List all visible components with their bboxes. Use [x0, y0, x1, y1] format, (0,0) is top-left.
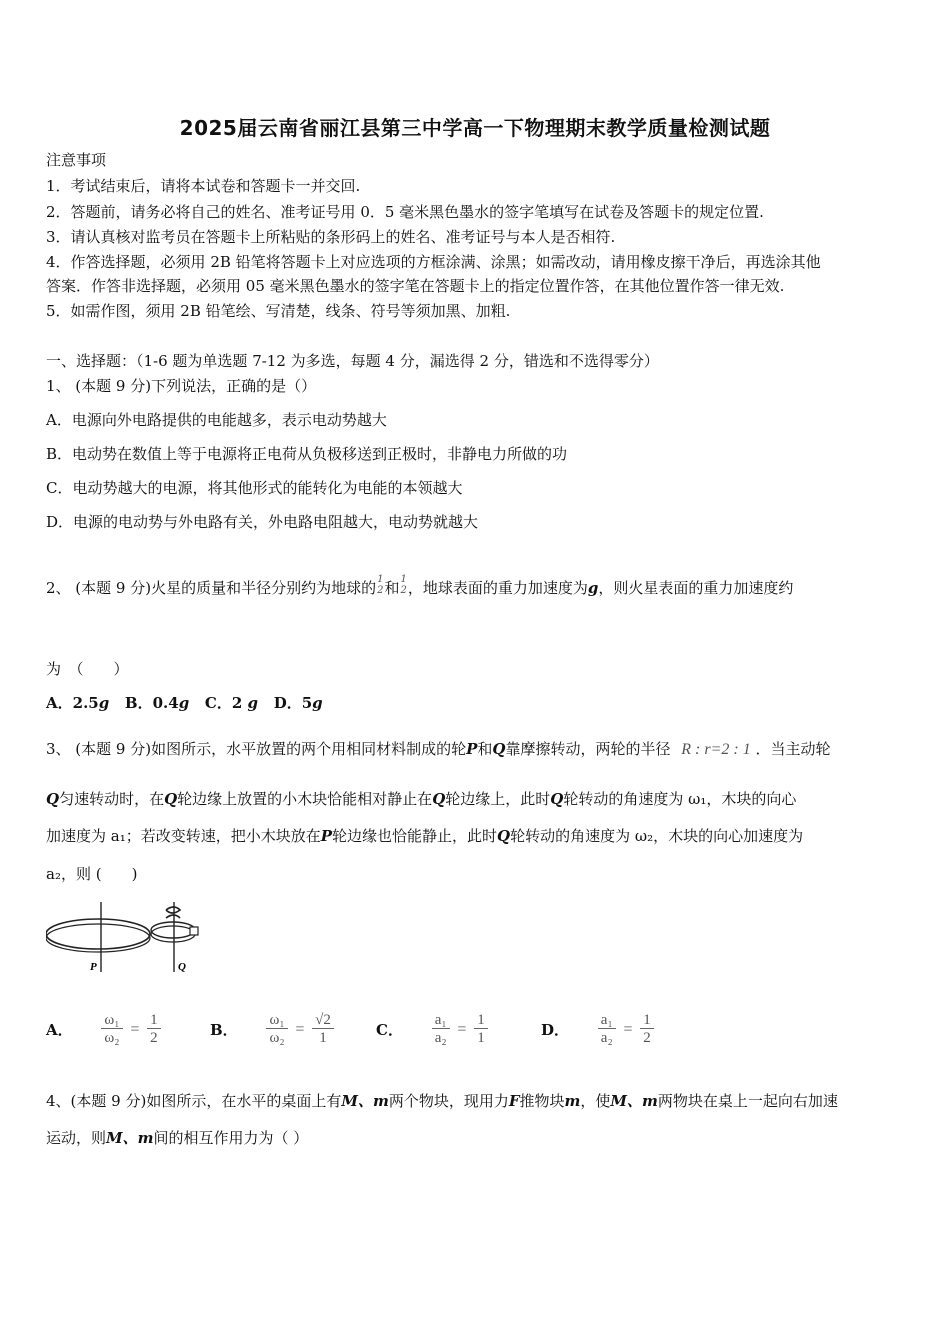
fraction-lhs: $\frac{\text{a₁}}{\text{a₂}}$: [598, 1012, 616, 1047]
option-label: A．: [46, 1021, 73, 1039]
wheel-q-symbol: Q: [497, 827, 511, 845]
question-3-text: 和: [477, 740, 493, 758]
question-3-text: 靠摩擦转动，两轮的半径: [505, 740, 671, 758]
wood-block: [190, 927, 198, 935]
question-2-text: ，则火星表面的重力加速度约: [598, 579, 794, 597]
section-heading: 一、选择题：（1-6 题为单选题 7-12 为多选，每题 4 分，漏选得 2 分，错选和不选得零分）: [46, 352, 659, 370]
question-3-text: 轮转动的角速度为 ω₁，木块的向心: [563, 790, 797, 808]
fraction-rhs: $\frac{1}{1}$: [474, 1012, 488, 1047]
question-4-text: 两个物块，现用力: [388, 1092, 509, 1110]
gravity-symbol: g: [587, 579, 599, 597]
equals-sign: =: [130, 1020, 140, 1038]
wheel-q-symbol: Q: [432, 790, 446, 808]
notice-item: 2．答题前，请务必将自己的姓名、准考证号用 0．5 毫米黑色墨水的签字笔填写在试卷及答题卡的规定位置.: [46, 203, 764, 221]
question-3-text: 轮边缘也恰能静止，此时: [332, 827, 498, 845]
question-4-text: 间的相互作用力为（ ）: [153, 1129, 309, 1147]
question-2-text: 和: [384, 579, 400, 597]
question-3-option-c: [376, 1012, 488, 1047]
fraction-rhs: $\frac{√2}{1}$: [312, 1012, 334, 1047]
question-2-text: 2、 (本题 9 分)火星的质量和半径分别约为地球的: [46, 579, 377, 597]
wheel-p-symbol: P: [466, 740, 478, 758]
question-2-options: [46, 693, 323, 713]
question-3-option-d: [541, 1012, 654, 1047]
wheels-figure: [46, 898, 206, 978]
question-4-text: 两物块在桌上一起向右加速: [657, 1092, 838, 1110]
question-3-text: ．当主动轮: [755, 740, 831, 758]
question-3-text: 加速度为 a₁；若改变转速，把小木块放在: [46, 827, 321, 845]
option-label: B．: [210, 1021, 238, 1039]
question-2-stem: [46, 574, 793, 602]
notice-item: 5．如需作图，须用 2B 铅笔绘、写清楚，线条、符号等须加黑、加粗.: [46, 302, 511, 320]
option-a: A．2.5g: [46, 694, 110, 712]
fraction-mass: [377, 574, 383, 596]
rotation-arrow-icon: [166, 907, 180, 918]
question-3-option-a: [46, 1012, 161, 1047]
option-c: C．2 g: [204, 694, 259, 712]
fraction-lhs: $\frac{\text{ω₁}}{\text{ω₂}}$: [266, 1012, 287, 1047]
question-1-option-a: A．电源向外电路提供的电能越多，表示电动势越大: [46, 411, 387, 429]
question-3-line-4: a₂，则 ( ): [46, 865, 138, 883]
force-symbol: F: [508, 1092, 520, 1110]
fraction-numerator: 1: [400, 574, 407, 585]
block-m-symbol: m: [564, 1092, 581, 1110]
question-3-line-2: [46, 789, 796, 809]
figure-label-p: P: [90, 961, 97, 973]
fraction-lhs: $\frac{\text{a₁}}{\text{a₂}}$: [432, 1012, 450, 1047]
question-3-line-3: [46, 826, 803, 846]
notice-item: 3．请认真核对监考员在答题卡上所粘贴的条形码上的姓名、准考证号与本人是否相符.: [46, 228, 616, 246]
question-2-text: ，地球表面的重力加速度为: [407, 579, 588, 597]
equals-sign: =: [623, 1020, 633, 1038]
wheel-q-symbol: Q: [46, 790, 60, 808]
wheel-q: [151, 922, 195, 938]
question-3-text: 轮边缘上，此时: [445, 790, 551, 808]
fraction-rhs: $\frac{1}{2}$: [640, 1012, 654, 1047]
notice-item: 答案．作答非选择题，必须用 05 毫米黑色墨水的签字笔在答题卡上的指定位置作答，在其他位置作答一律无效.: [46, 277, 785, 295]
question-2-stem-end: 为 （ ）: [46, 660, 129, 678]
equals-sign: =: [295, 1020, 305, 1038]
fraction-rhs: $\frac{1}{2}$: [147, 1012, 161, 1047]
blocks-symbol: M、m: [341, 1092, 389, 1110]
wheel-q-symbol: Q: [492, 740, 506, 758]
blocks-symbol: M、m: [106, 1129, 154, 1147]
fraction-denominator: 2: [377, 585, 384, 596]
question-3-text: 匀速转动时，在: [59, 790, 165, 808]
equals-sign: =: [457, 1020, 467, 1038]
question-3-option-b: [210, 1012, 334, 1047]
notice-item: 4．作答选择题，必须用 2B 铅笔将答题卡上对应选项的方框涂满、涂黑；如需改动，请用橡皮擦干净后，再选涂其他: [46, 253, 821, 271]
figure-label-q: Q: [178, 961, 186, 973]
wheel-q-symbol: Q: [550, 790, 564, 808]
radius-ratio: R : r=2 : 1: [681, 741, 751, 758]
notice-heading: 注意事项: [46, 151, 107, 169]
question-1-option-d: D．电源的电动势与外电路有关，外电路电阻越大，电动势就越大: [46, 513, 479, 531]
question-4-text: 推物块: [519, 1092, 565, 1110]
page-title: 2025届云南省丽江县第三中学高一下物理期末教学质量检测试题: [179, 116, 771, 140]
option-label: C．: [376, 1021, 403, 1039]
blocks-symbol: M、m: [610, 1092, 658, 1110]
fraction-lhs: $\frac{\text{ω₁}}{\text{ω₂}}$: [101, 1012, 122, 1047]
question-4-text: 运动，则: [46, 1129, 107, 1147]
option-d: D．5g: [273, 694, 323, 712]
option-b: B．0.4g: [124, 694, 190, 712]
wheel-p-symbol: P: [320, 827, 333, 845]
question-3-text: 3、 (本题 9 分)如图所示，水平放置的两个用相同材料制成的轮: [46, 740, 467, 758]
question-4-line-2: [46, 1128, 308, 1148]
fraction-numerator: 1: [377, 574, 384, 585]
question-1-stem: 1、 (本题 9 分)下列说法，正确的是（）: [46, 377, 317, 395]
fraction-radius: [401, 574, 407, 596]
question-4-text: ，使: [580, 1092, 611, 1110]
wheel-q-symbol: Q: [164, 790, 178, 808]
option-label: D．: [541, 1021, 570, 1039]
question-3-line-1: [46, 739, 831, 760]
question-4-text: 4、(本题 9 分)如图所示，在水平的桌面上有: [46, 1092, 342, 1110]
notice-item: 1．考试结束后，请将本试卷和答题卡一并交回.: [46, 177, 361, 195]
question-3-text: 轮边缘上放置的小木块恰能相对静止在: [177, 790, 433, 808]
question-1-option-c: C．电动势越大的电源，将其他形式的能转化为电能的本领越大: [46, 479, 463, 497]
question-4-line-1: [46, 1091, 838, 1111]
question-1-option-b: B．电动势在数值上等于电源将正电荷从负极移送到正极时，非静电力所做的功: [46, 445, 568, 463]
question-3-text: 轮转动的角速度为 ω₂，木块的向心加速度为: [510, 827, 804, 845]
fraction-denominator: 2: [400, 585, 407, 596]
